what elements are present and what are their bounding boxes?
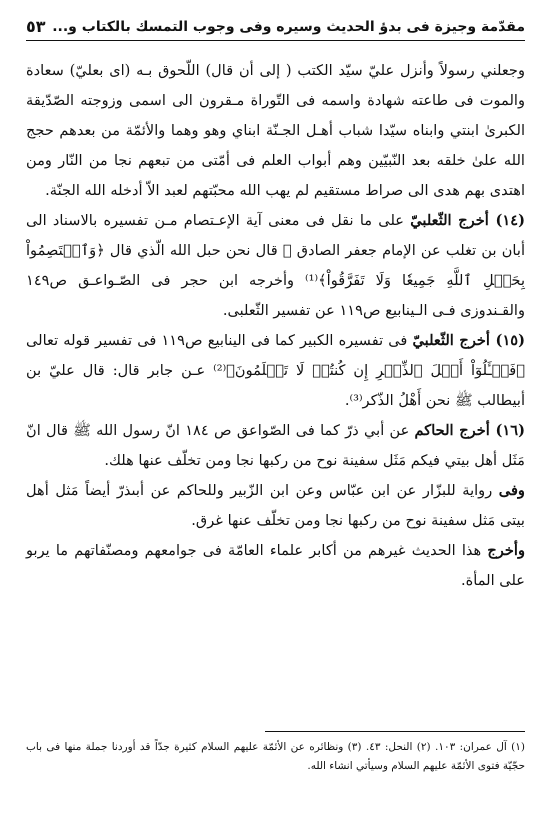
paragraph-lead: وفى: [498, 482, 525, 499]
paragraph-text: فى تفسيره الكبير كما فى الينابيع ص١١٩ فى تفسير قوله تعالى ﴿فَسۡـَٔلُوٓاْ أَهۡلَ ٱلذِّكۡرِ إِن كُنتُمۡ لَا تَعۡلَمُونَ﴾⁽²⁾ عـن جابر قال: قال عليّ بن أبيطالب ﷺ نحن أَهْلُ الذّكر⁽³⁾.: [26, 332, 525, 409]
paragraph-text: وجعلني رسولاً وأنزل عليّ سيّد الكتب ( إلى أن قال) اللّحوق بـه (اى بعليّ) سعادة والموت فى طاعته شهادة واسمه فى التّوراة مـقرون الى اسمى وزوجته الصّدّيقة الكبرىٰ ابنتي وابناه سيّدا شباب أهـل الجـنّة ابناي وهو وهما والأئمّة من بعدهم حجج الله علىٰ خلقه بعد النّبيّين وهم أبواب العلم فى أمّتى من تبعهم نجا من النّار ومن اهتدى بهم هدى الى صراط مستقيم لم يهب الله محبّتهم لعبد الاّ أدخله الله الجنّة.: [26, 62, 525, 199]
paragraph-16: [26, 416, 525, 476]
running-title: مقدّمة وجيزة فى بدؤ الحديث وسيره وفى وجوب التمسك بالكتاب و...: [52, 19, 525, 35]
footnotes: (١) آل عمران: ١٠٣. (٢) النحل: ٤٣. (٣) ونظائره عن الأئمّة عليهم السلام كثيرة جدّاً قد أوردنا جملة منها فى باب حجّيّة فتوى الأئمّة عليهم السلام وسيأتي انشاء الله.: [26, 741, 525, 772]
paragraph-14: [26, 206, 525, 326]
paragraph-lead: (١٤) أخرج الثّعلبيّ: [410, 212, 525, 229]
paragraph-text: هذا الحديث غيرهم من أكابر علماء العامّة فى جوامعهم ومصنّفاتهم ما يربو على المأة.: [26, 542, 525, 589]
paragraph-text: عن أبي ذرّ كما فى الصّواعق ص ١٨٤ انّ رسول الله ﷺ قال انّ مَثَل أهل بيتي فيكم مَثَل سفينة نوح من ركبها نجا ومن تخلّف عنها هلك.: [26, 422, 525, 469]
paragraph-others: [26, 536, 525, 596]
paragraph-text: على ما نقل فى معنى آية الإعـتصام مـن تفسيره بالاسناد الى أبان بن تغلب عن الإمام جعفر الصادق ﷺ قال نحن حبل الله الّذي قال ﴿وَٱعۡتَصِمُواْ بِحَبۡلِ ٱللَّهِ جَمِيعٗا وَلَا تَفَرَّقُواْ﴾⁽¹⁾ وأخرجه ابن حجر فى الصّـواعـق ص١٤٩ والقـندوزى فـى الـينابيع ص١١٩ عن تفسير الثّعلبى.: [26, 212, 526, 319]
page-number: ٥٣: [26, 17, 46, 36]
paragraph-text: رواية للبزّار عن ابن عبّاس وعن ابن الزّبير وللحاكم عن أبىذرّ أيضاً مَثل أهل بيتى مَثل سفينة نوح من ركبها نجا ومن تخلّف عنها غرق.: [26, 482, 525, 529]
running-header: [26, 12, 525, 41]
paragraph-lead: وأخرج: [487, 542, 525, 559]
paragraph-lead: (١٦) أخرج الحاكم: [414, 422, 525, 439]
footnote-divider: [265, 731, 525, 732]
paragraph-intro: [26, 56, 525, 206]
paragraph-bazzar: [26, 476, 525, 536]
paragraph-lead: (١٥) أخرج الثّعلبيّ: [412, 332, 526, 349]
paragraph-15: [26, 326, 525, 416]
main-text: [26, 56, 525, 596]
